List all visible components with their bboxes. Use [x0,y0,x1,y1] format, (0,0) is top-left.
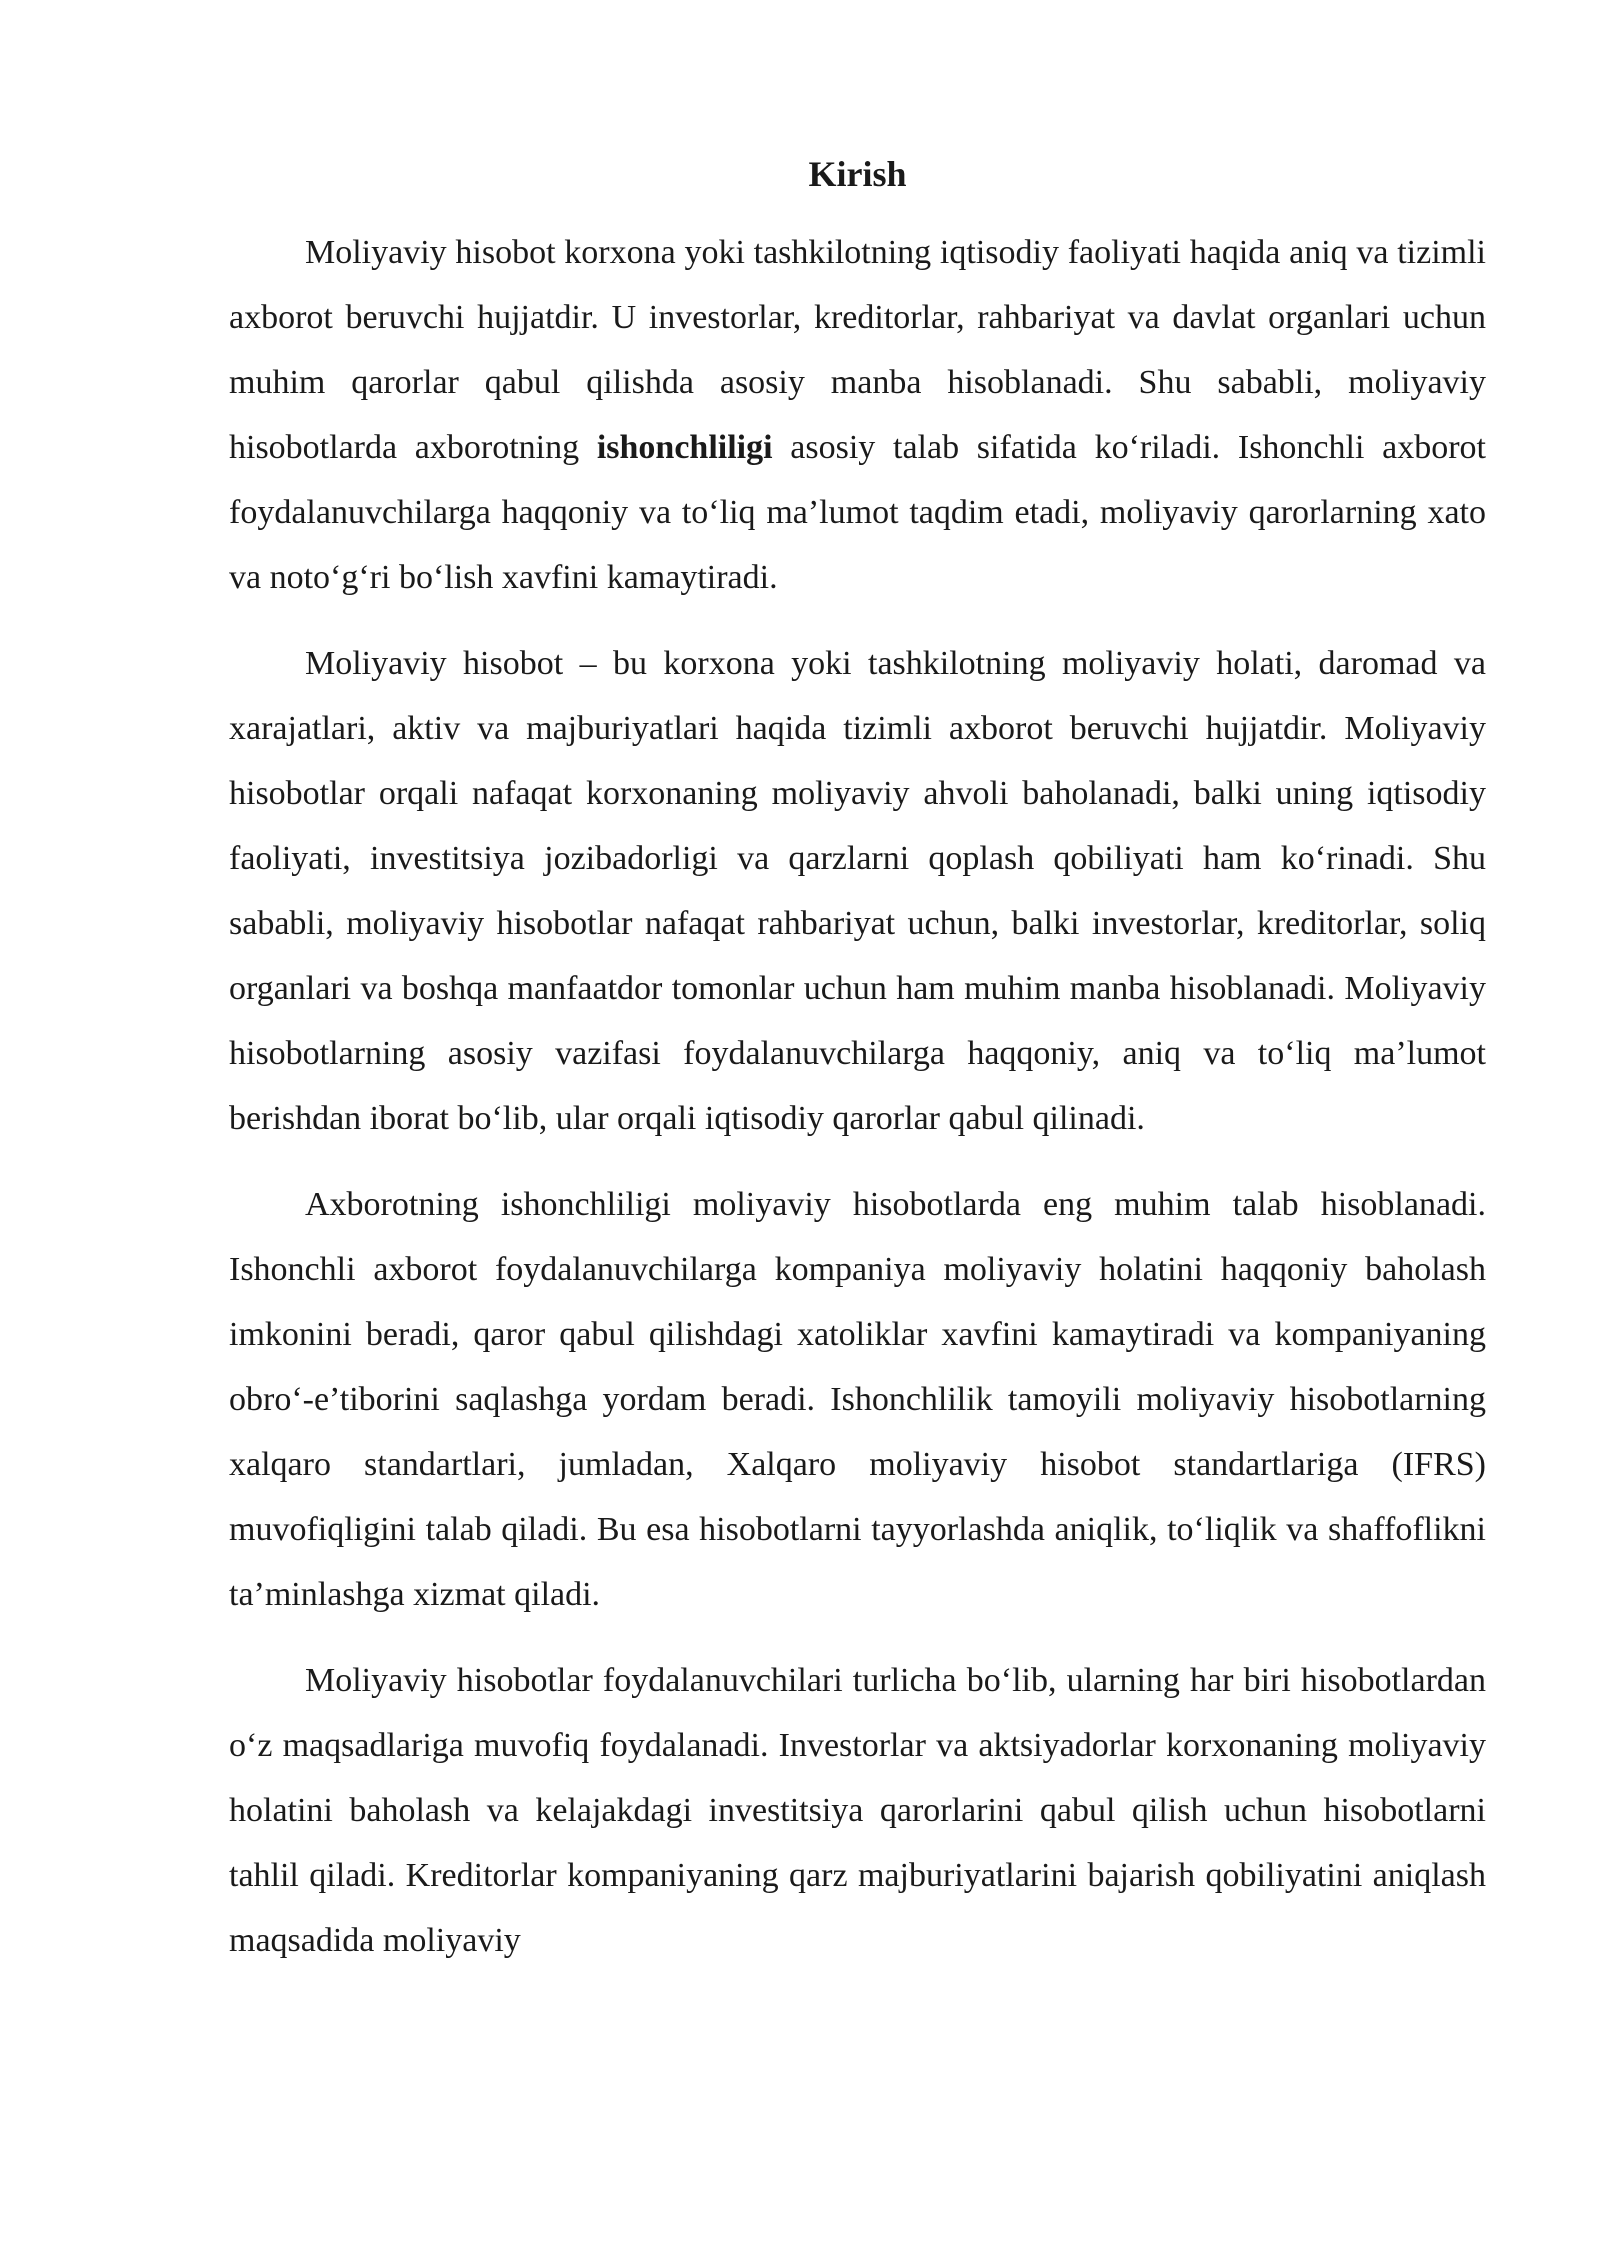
paragraph-3-text: Axborotning ishonchliligi moliyaviy hisobotlarda eng muhim talab hisoblanadi. Ishonchli axborot foydalanuvchilarga kompaniya moliyaviy holatini haqqoniy baholash imkonini beradi, qaror qabul qilishdagi xatoliklar xavfini kamaytiradi va kompaniyaning obro‘-e’tiborini saqlashga yordam beradi. Ishonchlilik tamoyili moliyaviy hisobotlarning xalqaro standartlari, jumladan, Xalqaro moliyaviy hisobot standartlariga (IFRS) muvofiqligini talab qiladi. Bu esa hisobotlarni tayyorlashda aniqlik, to‘liqlik va shaffoflikni ta’minlashga xizmat qiladi. [229,1186,1486,1613]
paragraph-1 [229,220,1486,610]
paragraph-1-bold-term: ishonchliligi [596,429,773,466]
paragraph-1-text-a: Moliyaviy hisobot korxona yoki tashkilotning iqtisodiy faoliyati haqida aniq va tizimli axborot beruvchi hujjatdir. U investorlar, kreditorlar, rahbariyat va davlat organlari uchun muhim qarorlar qabul qilishda asosiy manba hisoblanadi. Shu sababli, moliyaviy hisobotlarda axborotning [229,234,1486,466]
paragraph-1-text-b: asosiy talab sifatida ko‘riladi. Ishonchli axborot foydalanuvchilarga haqqoniy va to‘liq ma’lumot taqdim etadi, moliyaviy qarorlarning xato va noto‘g‘ri bo‘lish xavfini kamaytiradi. [229,429,1486,596]
paragraph-3 [229,1172,1486,1627]
paragraph-4 [229,1648,1486,1973]
paragraph-2 [229,631,1486,1151]
paragraph-4-text: Moliyaviy hisobotlar foydalanuvchilari turlicha bo‘lib, ularning har biri hisobotlardan o‘z maqsadlariga muvofiq foydalanadi. Investorlar va aktsiyadorlar korxonaning moliyaviy holatini baholash va kelajakdagi investitsiya qarorlarini qabul qilish uchun hisobotlarni tahlil qiladi. Kreditorlar kompaniyaning qarz majburiyatlarini bajarish qobiliyatini aniqlash maqsadida moliyaviy [229,1662,1486,1959]
paragraph-2-text: Moliyaviy hisobot – bu korxona yoki tashkilotning moliyaviy holati, daromad va xarajatlari, aktiv va majburiyatlari haqida tizimli axborot beruvchi hujjatdir. Moliyaviy hisobotlar orqali nafaqat korxonaning moliyaviy ahvoli baholanadi, balki uning iqtisodiy faoliyati, investitsiya jozibadorligi va qarzlarni qoplash qobiliyati ham ko‘rinadi. Shu sababli, moliyaviy hisobotlar nafaqat rahbariyat uchun, balki investorlar, kreditorlar, soliq organlari va boshqa manfaatdor tomonlar uchun ham muhim manba hisoblanadi. Moliyaviy hisobotlarning asosiy vazifasi foydalanuvchilarga haqqoniy, aniq va to‘liq ma’lumot berishdan iborat bo‘lib, ular orqali iqtisodiy qarorlar qabul qilinadi. [229,645,1486,1137]
document-title: Kirish [808,154,907,194]
document-page [229,150,1486,1994]
